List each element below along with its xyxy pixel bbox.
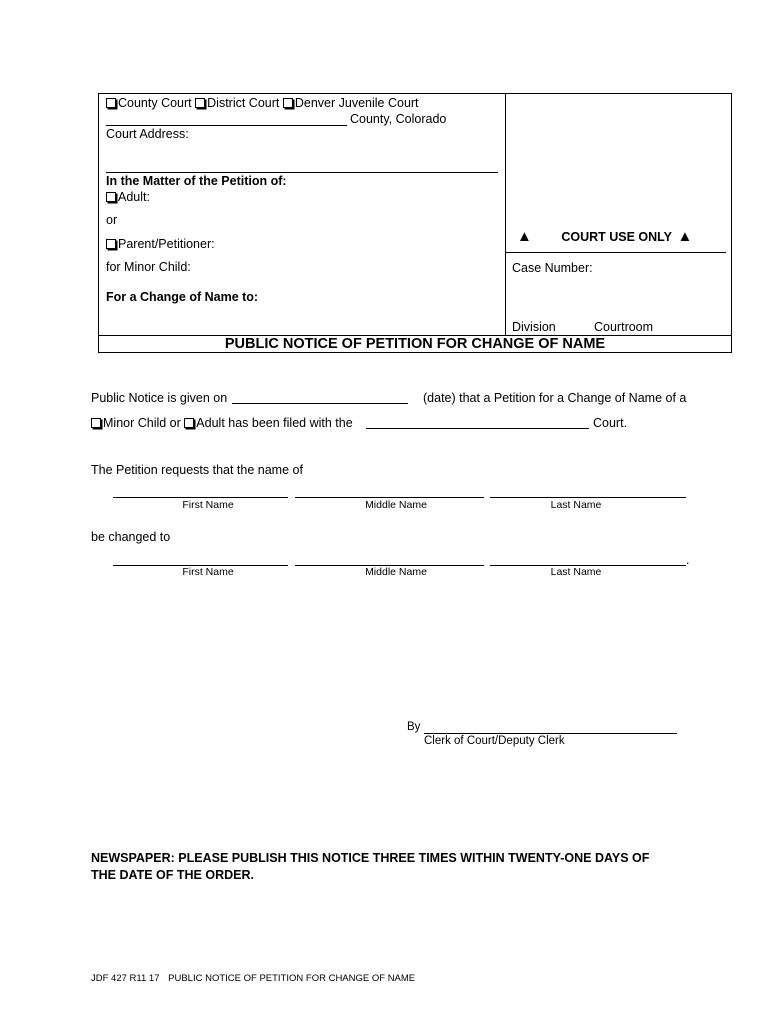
period: . [686, 553, 690, 567]
date-text: (date) that a Petition for a Change of Name of a [423, 391, 687, 405]
given-on-label: Public Notice is given on [91, 391, 228, 405]
court-type-row [106, 96, 419, 110]
district-court-label: District Court [207, 96, 280, 110]
new-middle-name-caption: Middle Name [365, 566, 427, 578]
parent-label: Parent/Petitioner: [118, 237, 215, 251]
adult-notice-checkbox[interactable] [184, 418, 194, 428]
court-use-divider [505, 252, 726, 253]
or-label: or [106, 213, 118, 227]
last-name-caption: Last Name [550, 499, 602, 511]
clerk-label: Clerk of Court/Deputy Clerk [424, 735, 565, 747]
adult-row [106, 190, 150, 204]
courtroom-label: Courtroom [594, 320, 654, 334]
minor-child-checkbox[interactable] [91, 418, 101, 428]
middle-name-caption: Middle Name [365, 499, 427, 511]
court-address-label: Court Address: [106, 127, 189, 141]
adult-label: Adult: [118, 190, 150, 204]
footer-form-id: JDF 427 R11 17 [91, 973, 160, 984]
court-use-label: COURT USE ONLY [561, 230, 673, 244]
change-to-label: For a Change of Name to: [106, 290, 259, 304]
page-title: PUBLIC NOTICE OF PETITION FOR CHANGE OF NAME [224, 336, 606, 352]
parent-checkbox[interactable] [106, 239, 116, 249]
adult-filed-label: Adult has been filed with the [196, 416, 353, 430]
court-label: Court. [593, 416, 628, 430]
adult-checkbox[interactable] [106, 192, 116, 202]
division-label: Division [512, 320, 556, 334]
first-name-line[interactable] [113, 497, 288, 498]
denver-juvenile-label: Denver Juvenile Court [294, 96, 419, 110]
last-name-line[interactable] [490, 497, 686, 498]
caption-box [98, 93, 732, 353]
newspaper-line-1: NEWSPAPER: PLEASE PUBLISH THIS NOTICE THREE TIMES WITHIN TWENTY-ONE DAYS OF [91, 851, 650, 865]
county-court-label: County Court [118, 96, 192, 110]
case-number-label: Case Number: [512, 261, 593, 275]
county-court-checkbox[interactable] [106, 98, 116, 108]
footer [91, 973, 415, 984]
middle-name-line[interactable] [295, 497, 484, 498]
by-label: By [407, 721, 421, 733]
up-triangle-icon: ▲ [677, 228, 693, 245]
district-court-checkbox[interactable] [195, 98, 205, 108]
newspaper-line-2: THE DATE OF THE ORDER. [91, 868, 254, 882]
minor-child-label: for Minor Child: [106, 260, 191, 274]
county-colorado-label: County, Colorado [350, 112, 447, 126]
matter-heading: In the Matter of the Petition of: [106, 174, 287, 188]
date-blank-line[interactable] [232, 403, 408, 404]
footer-form-title: PUBLIC NOTICE OF PETITION FOR CHANGE OF NAME [168, 973, 416, 984]
court-blank-line[interactable] [366, 428, 589, 429]
county-blank-line[interactable] [106, 125, 347, 126]
denver-juvenile-checkbox[interactable] [283, 98, 293, 108]
signature-line[interactable] [424, 733, 677, 734]
court-use-row [517, 228, 692, 245]
requests-label: The Petition requests that the name of [91, 463, 303, 477]
minor-child-or-label: Minor Child or [103, 416, 181, 430]
caption-divider [505, 93, 506, 336]
parent-row [106, 237, 215, 251]
changed-to-label: be changed to [91, 530, 171, 544]
new-last-name-caption: Last Name [550, 566, 602, 578]
filed-row [91, 416, 353, 430]
address-divider [106, 172, 498, 173]
new-first-name-caption: First Name [182, 566, 234, 578]
up-triangle-icon: ▲ [517, 228, 532, 245]
first-name-caption: First Name [182, 499, 234, 511]
